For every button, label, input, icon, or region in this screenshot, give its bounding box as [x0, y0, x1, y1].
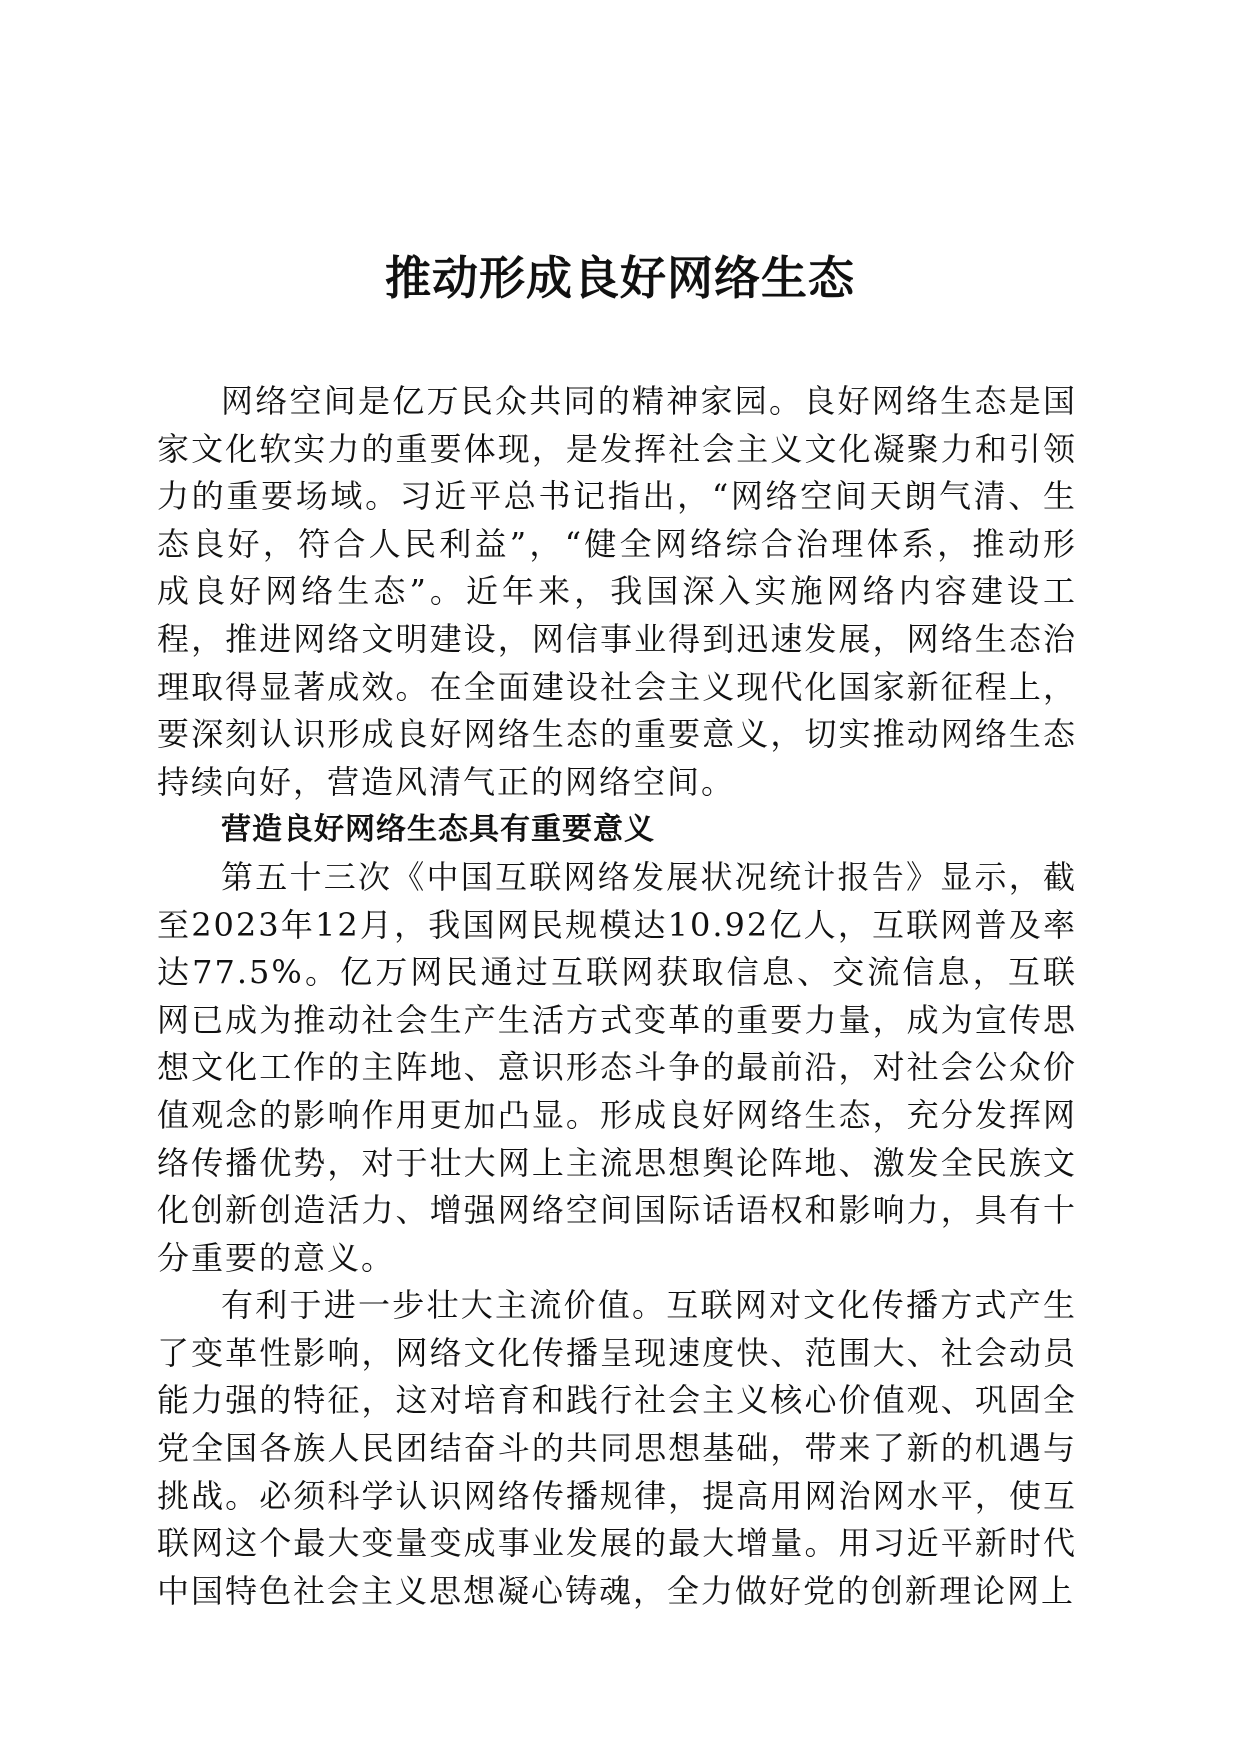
document-body [157, 378, 1077, 1615]
section-heading: 营造良好网络生态具有重要意义 [221, 812, 655, 848]
mainstream-values-paragraph: 有利于进一步壮大主流价值。互联网对文化传播方式产生了变革性影响，网络文化传播呈现速度快、范围大、社会动员能力强的特征，这对培育和践行社会主义核心价值观、巩固全党全国各族人民团结奋斗的共同思想基础，带来了新的机遇与挑战。必须科学认识网络传播规律，提高用网治网水平，使互联网这个最大变量变成事业发展的最大增量。用习近平新时代中国特色社会主义思想凝心铸魂，全力做好党的创新理论网上 [157, 1286, 1077, 1610]
statistics-paragraph: 第五十三次《中国互联网络发展状况统计报告》显示，截至2023年12月，我国网民规模达10.92亿人，互联网普及率达77.5%。亿万网民通过互联网获取信息、交流信息，互联网已成为推动社会生产生活方式变革的重要力量，成为宣传思想文化工作的主阵地、意识形态斗争的最前沿，对社会公众价值观念的影响作用更加凸显。形成良好网络生态，充分发挥网络传播优势，对于壮大网上主流思想舆论阵地、激发全民族文化创新创造活力、增强网络空间国际话语权和影响力，具有十分重要的意义。 [157, 857, 1077, 1277]
intro-paragraph: 网络空间是亿万民众共同的精神家园。良好网络生态是国家文化软实力的重要体现，是发挥社会主义文化凝聚力和引领力的重要场域。习近平总书记指出，“网络空间天朗气清、生态良好，符合人民利益”，“健全网络综合治理体系，推动形成良好网络生态”。近年来，我国深入实施网络内容建设工程，推进网络文明建设，网信事业得到迅速发展，网络生态治理取得显著成效。在全面建设社会主义现代化国家新征程上，要深刻认识形成良好网络生态的重要意义，切实推动网络生态持续向好，营造风清气正的网络空间。 [157, 382, 1077, 801]
page-title: 推动形成良好网络生态 [385, 251, 855, 305]
